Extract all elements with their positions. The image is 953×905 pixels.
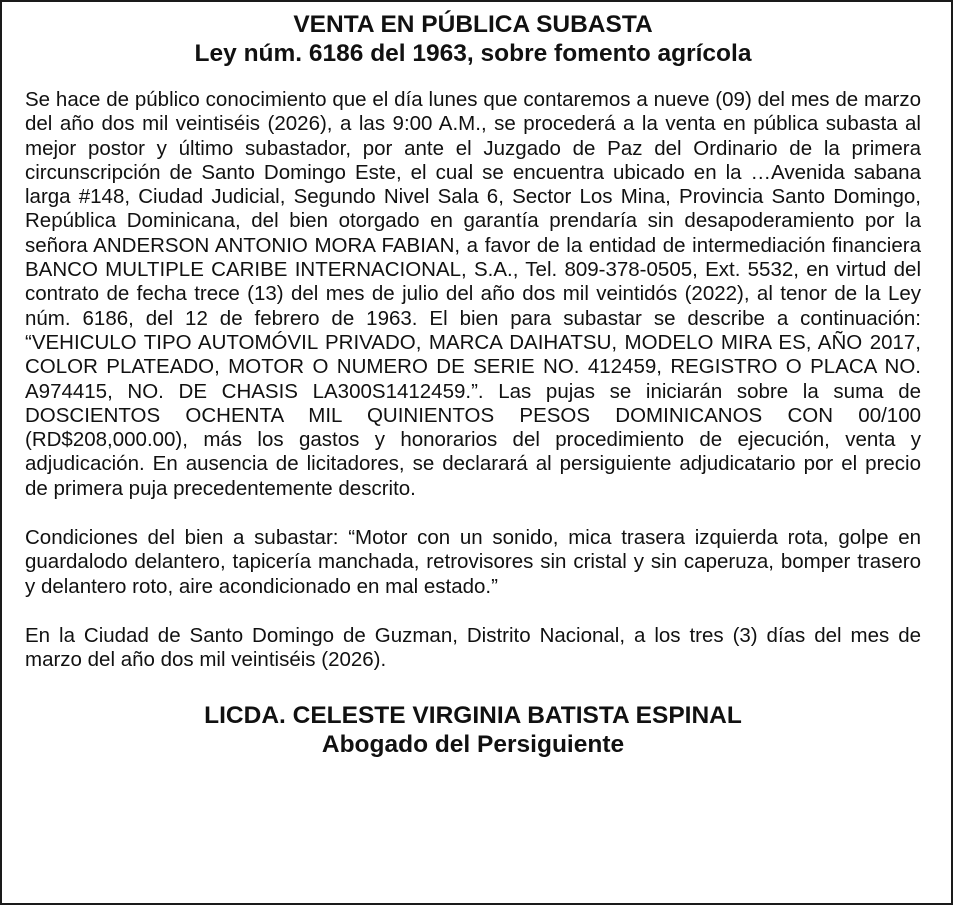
notice-title: VENTA EN PÚBLICA SUBASTA (293, 11, 653, 38)
place-and-date-paragraph: En la Ciudad de Santo Domingo de Guzman, Distrito Nacional, a los tres (3) días del mes de marzo del año dos mil veintiséis (2026). (25, 623, 921, 672)
signatory-role: Abogado del Persiguiente (321, 730, 625, 758)
notice-subtitle: Ley núm. 6186 del 1963, sobre fomento agrícola (194, 40, 752, 67)
signatory-name: LICDA. CELESTE VIRGINIA BATISTA ESPINAL (204, 701, 742, 729)
asset-conditions-paragraph: Condiciones del bien a subastar: “Motor con un sonido, mica trasera izquierda rota, golpe en guardalodo delantero, tapicería manchada, retrovisores sin cristal y sin caperuza, bomper trasero y delantero roto, aire acondicionado en mal estado.” (25, 526, 921, 598)
legal-notice (25, 10, 921, 759)
auction-announcement-paragraph: Se hace de público conocimiento que el día lunes que contaremos a nueve (09) del mes de marzo del año dos mil veintiséis (2026), a las 9:00 A.M., se procederá a la venta en pública subasta al mejor postor y último subastador, por ante el Juzgado de Paz del Ordinario de la primera circunscripción de Santo Domingo Este, el cual se encuentra ubicado en la …Avenida sabana larga #148, Ciudad Judicial, Segundo Nivel Sala 6, Sector Los Mina, Provincia Santo Domingo, República Dominicana, del bien otorgado en garantía prendaría sin desapoderamiento por la señora ANDERSON ANTONIO MORA FABIAN, a favor de la entidad de intermediación financiera BANCO MULTIPLE CARIBE INTERNACIONAL, S.A., Tel. 809-378-0505, Ext. 5532, en virtud del contrato de fecha trece (13) del mes de julio del año dos mil veintidós (2022), al tenor de la Ley núm. 6186, del 12 de febrero de 1963. El bien para subastar se describe a continuación: “VEHICULO TIPO AUTOMÓVIL PRIVADO, MARCA DAIHATSU, MODELO MIRA ES, AÑO 2017, COLOR PLATEADO, MOTOR O NUMERO DE SERIE NO. 412459, REGISTRO O PLACA NO. A974415, NO. DE CHASIS LA300S1412459.”. Las pujas se iniciarán sobre la suma de DOSCIENTOS OCHENTA MIL QUINIENTOS PESOS DOMINICANOS CON 00/100 (RD$208,000.00), más los gastos y honorarios del procedimiento de ejecución, venta y adjudicación. En ausencia de licitadores, se declarará al persiguiente adjudicatario por el precio de primera puja precedentemente descrito. (25, 88, 921, 500)
